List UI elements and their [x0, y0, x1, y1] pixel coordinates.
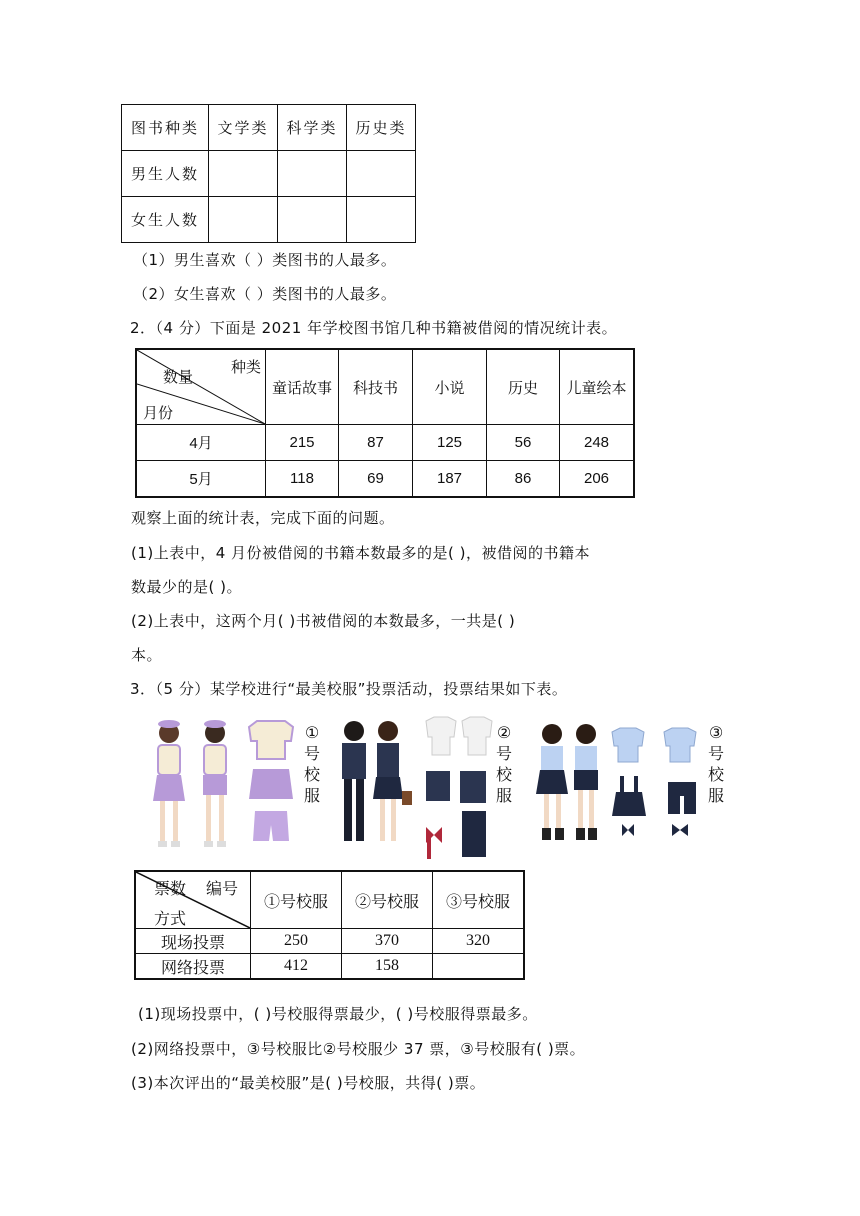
uniform-2-label-char: 校	[495, 765, 512, 784]
table-row	[122, 151, 416, 197]
row-label: 5月	[136, 461, 266, 498]
blank-answer-cell[interactable]	[278, 197, 347, 243]
table-row	[136, 425, 634, 461]
table-header-row	[135, 871, 524, 929]
table-cell: 158	[342, 954, 433, 980]
table-header-cell: 历史	[487, 349, 560, 425]
table-header-cell: 历史类	[347, 105, 416, 151]
table-row	[122, 197, 416, 243]
question-2-title: 2．（4 分）下面是 2021 年学校图书馆几种书籍被借阅的情况统计表。	[130, 319, 618, 337]
table-cell: 370	[342, 929, 433, 954]
question-2-sub-2-line-2: 本。	[131, 646, 163, 664]
table-cell: 187	[413, 461, 487, 498]
table-cell: 215	[266, 425, 339, 461]
blank-answer-cell[interactable]	[209, 151, 278, 197]
question-3-sub-1: (1)现场投票中，( )号校服得票最少，( )号校服得票最多。	[138, 1005, 538, 1023]
uniform-2-photo	[330, 715, 495, 863]
uniform-2-label-char: 服	[495, 786, 512, 805]
uniform-1-label	[302, 722, 322, 806]
uniform-3-label-char: 号	[707, 744, 724, 763]
table-header-row	[122, 105, 416, 151]
row-label: 男生人数	[122, 151, 209, 197]
uniform-1-label-char: 号	[303, 744, 320, 763]
book-preference-table	[121, 104, 416, 243]
table-cell: 250	[251, 929, 342, 954]
corner-label-month: 月份	[143, 405, 174, 422]
corner-label-number: 编号	[206, 881, 239, 898]
uniform-1-label-char: ①	[304, 723, 320, 742]
table-cell: 320	[433, 929, 525, 954]
uniform-3-label-char: 校	[707, 765, 724, 784]
table-cell: 69	[339, 461, 413, 498]
blank-answer-cell[interactable]	[347, 197, 416, 243]
table-cell: 86	[487, 461, 560, 498]
uniform-2-label	[494, 722, 514, 806]
table-header-cell: 儿童绘本	[560, 349, 635, 425]
uniform-1-label-char: 服	[303, 786, 320, 805]
diagonal-header-cell	[135, 871, 251, 929]
table-header-cell: 文学类	[209, 105, 278, 151]
table-header-cell: 童话故事	[266, 349, 339, 425]
table-cell: 56	[487, 425, 560, 461]
corner-label-votes: 票数	[154, 881, 187, 898]
blank-answer-cell[interactable]	[278, 151, 347, 197]
table-header-cell: ③号校服	[433, 871, 525, 929]
question-3-sub-3: (3)本次评出的“最美校服”是( )号校服，共得( )票。	[131, 1074, 486, 1092]
table-cell: 248	[560, 425, 635, 461]
table-cell: 125	[413, 425, 487, 461]
table-header-cell: 科技书	[339, 349, 413, 425]
row-label: 女生人数	[122, 197, 209, 243]
table-row	[136, 461, 634, 498]
table-header-cell: 科学类	[278, 105, 347, 151]
blank-answer-cell[interactable]	[433, 954, 525, 980]
corner-label-method: 方式	[154, 911, 187, 928]
question-3-sub-2: (2)网络投票中，③号校服比②号校服少 37 票，③号校服有( )票。	[131, 1040, 586, 1058]
uniform-1-photo	[145, 715, 295, 860]
question-2-sub-1-line-2: 数最少的是( )。	[131, 578, 242, 596]
blank-answer-cell[interactable]	[347, 151, 416, 197]
table-header-cell: 小说	[413, 349, 487, 425]
row-label: 网络投票	[135, 954, 251, 980]
corner-label-category: 种类	[231, 359, 262, 376]
table-header-cell: ①号校服	[251, 871, 342, 929]
uniform-2-label-char: ②	[496, 723, 512, 742]
uniform-3-label-char: ③	[708, 723, 724, 742]
row-label: 现场投票	[135, 929, 251, 954]
table-cell: 206	[560, 461, 635, 498]
diagonal-header-cell	[136, 349, 266, 425]
table-cell: 412	[251, 954, 342, 980]
table-header-row	[136, 349, 634, 425]
uniform-3-label	[706, 722, 726, 806]
table-row	[135, 954, 524, 980]
table-header-cell: ②号校服	[342, 871, 433, 929]
question-3-title: 3．（5 分）某学校进行“最美校服”投票活动，投票结果如下表。	[130, 680, 568, 698]
table-row	[135, 929, 524, 954]
book-borrowing-table	[135, 348, 635, 498]
uniform-3-photo	[528, 718, 708, 848]
question-2-sub-1-line-1: (1)上表中，4 月份被借阅的书籍本数最多的是( )，被借阅的书籍本	[131, 544, 591, 562]
row-label: 4月	[136, 425, 266, 461]
question-2-sub-2-line-1: (2)上表中，这两个月( )书被借阅的本数最多，一共是( )	[131, 612, 516, 630]
table-cell: 87	[339, 425, 413, 461]
table-cell: 118	[266, 461, 339, 498]
question-1-sub-1: （1）男生喜欢（ ）类图书的人最多。	[133, 251, 397, 269]
uniform-3-label-char: 服	[707, 786, 724, 805]
blank-answer-cell[interactable]	[209, 197, 278, 243]
table-header-cell: 图书种类	[122, 105, 209, 151]
uniform-2-label-char: 号	[495, 744, 512, 763]
corner-label-quantity: 数量	[163, 369, 194, 386]
uniform-vote-table	[134, 870, 525, 980]
question-2-intro: 观察上面的统计表，完成下面的问题。	[131, 509, 395, 527]
uniform-1-label-char: 校	[303, 765, 320, 784]
question-1-sub-2: （2）女生喜欢（ ）类图书的人最多。	[133, 285, 397, 303]
